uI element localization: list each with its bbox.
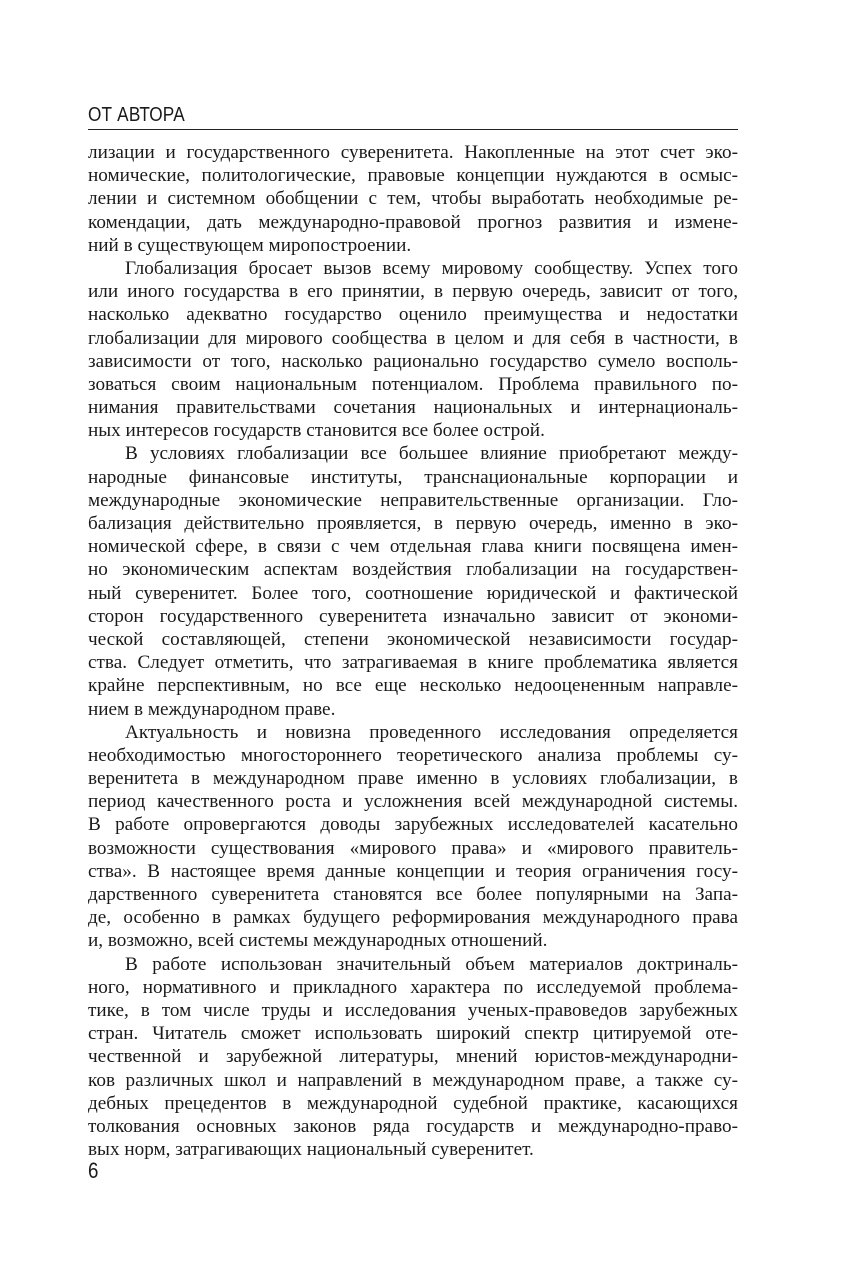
text-line: период качественного роста и усложнения всей международной системы.	[88, 791, 738, 813]
text-line: международные экономические неправительственные организации. Гло-	[88, 489, 738, 511]
text-line: стран. Читатель сможет использовать широкий спектр цитируемой оте-	[88, 1023, 738, 1045]
text-line: вых норм, затрагивающих национальный суверенитет.	[88, 1139, 534, 1161]
text-line: народные финансовые институты, транснациональные корпорации и	[88, 466, 738, 488]
page-number: 6	[88, 1158, 99, 1183]
text-line: лении и системном обобщении с тем, чтобы выработать необходимые ре-	[88, 188, 738, 210]
text-line: крайне перспективным, но все еще несколько недооцененным направле-	[88, 675, 738, 697]
running-head-title: ОТ АВТОРА	[88, 104, 185, 126]
text-line: номические, политологические, правовые концепции нуждаются в осмыс-	[88, 165, 738, 187]
text-line: ческой составляющей, степени экономической независимости государ-	[88, 628, 738, 650]
text-line: В работе опровергаются доводы зарубежных исследователей касательно	[88, 814, 738, 836]
text-line: необходимостью многостороннего теоретического анализа проблемы су-	[88, 744, 738, 766]
text-line: Актуальность и новизна проведенного исследования определяется	[125, 721, 738, 743]
text-line: или иного государства в его принятии, в первую очередь, зависит от того,	[88, 281, 738, 303]
text-line: и, возможно, всей системы международных отношений.	[88, 930, 548, 952]
text-line: ства. Следует отметить, что затрагиваемая в книге проблематика является	[88, 652, 738, 674]
text-line: нием в международном праве.	[88, 698, 336, 720]
text-line: зоваться своим национальным потенциалом. Проблема правильного по-	[88, 373, 738, 395]
text-line: веренитета в международном праве именно в условиях глобализации, в	[88, 768, 738, 790]
text-line: ных интересов государств становится все более острой.	[88, 420, 545, 442]
text-line: зависимости от того, насколько рационально государство сумело восполь-	[88, 350, 738, 372]
text-line: чественной и зарубежной литературы, мнений юристов-международни-	[88, 1046, 738, 1068]
text-line: ний в существующем миропостроении.	[88, 234, 412, 256]
text-line: лизации и государственного суверенитета. Накопленные на этот счет эко-	[88, 142, 738, 163]
text-line: нимания правительствами сочетания национальных и интернациональ-	[88, 397, 738, 419]
text-line: В работе использован значительный объем материалов доктриналь-	[125, 953, 738, 975]
text-line: сторон государственного суверенитета изначально зависит от экономи-	[88, 605, 738, 627]
text-line: ного, нормативного и прикладного характера по исследуемой проблема-	[88, 976, 738, 998]
text-line: дарственного суверенитета становятся все более популярными на Запа-	[88, 884, 738, 905]
text-line: но экономическим аспектам воздействия глобализации на государствен-	[88, 559, 738, 581]
text-line: ный суверенитет. Более того, соотношение юридической и фактической	[88, 582, 738, 604]
text-line: глобализации для мирового сообщества в целом и для себя в частности, в	[88, 327, 738, 349]
text-line: тике, в том числе труды и исследования ученых-правоведов зарубежных	[88, 999, 738, 1021]
text-line: номической сфере, в связи с чем отдельная глава книги посвящена имен-	[88, 536, 738, 558]
text-line: ства». В настоящее время данные концепции и теория ограничения госу-	[88, 860, 738, 882]
text-line: В условиях глобализации все большее влияние приобретают между-	[125, 443, 738, 465]
text-line: насколько адекватно государство оценило преимущества и недостатки	[88, 304, 738, 326]
text-line: бализация действительно проявляется, в первую очередь, именно в эко-	[88, 513, 738, 534]
header-divider	[88, 129, 738, 130]
text-line: ков различных школ и направлений в международном праве, а также су-	[88, 1069, 738, 1091]
text-line: де, особенно в рамках будущего реформирования международного права	[88, 907, 738, 929]
text-line: толкования основных законов ряда государств и международно-право-	[88, 1115, 738, 1137]
text-line: Глобализация бросает вызов всему мировому сообществу. Успех того	[125, 257, 738, 279]
text-line: комендации, дать международно-правовой прогноз развития и измене-	[88, 211, 738, 233]
body-text	[88, 141, 738, 1161]
text-line: дебных прецедентов в международной судебной практике, касающихся	[88, 1092, 738, 1114]
text-line: возможности существования «мирового права» и «мирового правитель-	[88, 837, 738, 859]
